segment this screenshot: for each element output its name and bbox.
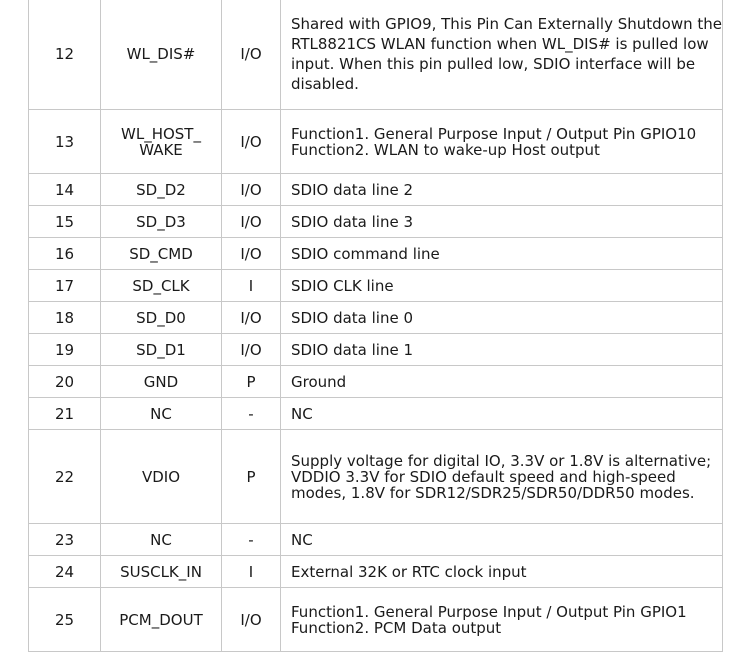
pin-description-cell — [281, 430, 723, 524]
pin-type-cell: I/O — [222, 206, 281, 238]
description-line: VDDIO 3.3V for SDIO default speed and high-speed — [291, 467, 676, 486]
pin-table-body — [29, 0, 723, 652]
pin-number-cell: 15 — [29, 206, 101, 238]
description-line: Function2. WLAN to wake-up Host output — [291, 140, 600, 159]
description-line: Ground — [291, 372, 347, 391]
description-line: SDIO data line 3 — [291, 212, 414, 231]
pin-number-cell: 25 — [29, 588, 101, 652]
pin-type-cell: I/O — [222, 588, 281, 652]
pin-description-cell — [281, 174, 723, 206]
pin-type-cell: - — [222, 524, 281, 556]
pin-type-cell: I/O — [222, 238, 281, 270]
pin-number-cell: 13 — [29, 110, 101, 174]
pin-name-cell: NC — [101, 398, 222, 430]
description-line: NC — [291, 530, 313, 549]
description-line: SDIO data line 0 — [291, 308, 414, 327]
pin-name-cell: WL_DIS# — [101, 0, 222, 110]
pin-number-cell: 22 — [29, 430, 101, 524]
pin-description-cell — [281, 556, 723, 588]
description-line: Function2. PCM Data output — [291, 618, 502, 637]
pin-number-cell: 20 — [29, 366, 101, 398]
description-line: modes, 1.8V for SDR12/SDR25/SDR50/DDR50 modes. — [291, 483, 695, 502]
description-line: Shared with GPIO9, This Pin Can Externally Shutdown the — [291, 15, 722, 33]
description-line: SDIO data line 1 — [291, 340, 414, 359]
pin-name-cell: GND — [101, 366, 222, 398]
description-line: disabled. — [291, 75, 359, 93]
pin-type-cell: I — [222, 270, 281, 302]
pin-type-cell: P — [222, 366, 281, 398]
pin-description-cell — [281, 238, 723, 270]
pin-type-cell: P — [222, 430, 281, 524]
description-line: input. When this pin pulled low, SDIO interface will be — [291, 55, 696, 73]
pin-description-cell — [281, 334, 723, 366]
description-line: RTL8821CS WLAN function when WL_DIS# is pulled low — [291, 35, 709, 53]
description-line: NC — [291, 404, 313, 423]
pin-description-cell — [281, 206, 723, 238]
pin-description-cell — [281, 366, 723, 398]
pin-description-cell — [281, 524, 723, 556]
pin-name-cell: SD_D0 — [101, 302, 222, 334]
pin-description-cell — [281, 110, 723, 174]
pin-name-cell: SUSCLK_IN — [101, 556, 222, 588]
table-row — [29, 238, 723, 270]
table-row — [29, 174, 723, 206]
pin-type-cell: I/O — [222, 0, 281, 110]
pin-type-cell: I/O — [222, 110, 281, 174]
table-row — [29, 556, 723, 588]
description-line: SDIO data line 2 — [291, 180, 414, 199]
pin-name-cell: SD_D2 — [101, 174, 222, 206]
pin-type-cell: I/O — [222, 302, 281, 334]
pin-type-cell: I/O — [222, 334, 281, 366]
description-line: Function1. General Purpose Input / Output Pin GPIO10 — [291, 124, 697, 143]
description-line: Function1. General Purpose Input / Output Pin GPIO1 — [291, 602, 687, 621]
pin-description-cell — [281, 588, 723, 652]
table-row — [29, 366, 723, 398]
pin-name-cell: WL_HOST_ WAKE — [101, 110, 222, 174]
pin-name-cell: VDIO — [101, 430, 222, 524]
pin-name-cell: SD_D1 — [101, 334, 222, 366]
table-row — [29, 524, 723, 556]
pin-description-cell — [281, 270, 723, 302]
pin-number-cell: 14 — [29, 174, 101, 206]
pin-description-cell — [281, 0, 723, 110]
pin-name-cell: PCM_DOUT — [101, 588, 222, 652]
pin-number-cell: 17 — [29, 270, 101, 302]
table-row — [29, 302, 723, 334]
pin-type-cell: I — [222, 556, 281, 588]
description-line: Supply voltage for digital IO, 3.3V or 1.8V is alternative; — [291, 451, 712, 470]
pin-number-cell: 19 — [29, 334, 101, 366]
table-row — [29, 334, 723, 366]
pin-number-cell: 16 — [29, 238, 101, 270]
description-line: External 32K or RTC clock input — [291, 562, 527, 581]
pin-number-cell: 12 — [29, 0, 101, 110]
pin-number-cell: 21 — [29, 398, 101, 430]
pin-number-cell: 23 — [29, 524, 101, 556]
table-row — [29, 430, 723, 524]
pin-type-cell: - — [222, 398, 281, 430]
pin-description-cell — [281, 398, 723, 430]
pin-name-cell: SD_CLK — [101, 270, 222, 302]
table-row — [29, 588, 723, 652]
pin-description-cell — [281, 302, 723, 334]
pin-name-cell: SD_CMD — [101, 238, 222, 270]
description-line: SDIO command line — [291, 244, 440, 263]
pin-number-cell: 24 — [29, 556, 101, 588]
pin-table — [28, 0, 723, 652]
description-line: SDIO CLK line — [291, 276, 394, 295]
pin-name-cell: SD_D3 — [101, 206, 222, 238]
pin-type-cell: I/O — [222, 174, 281, 206]
pin-number-cell: 18 — [29, 302, 101, 334]
table-row — [29, 0, 723, 110]
pin-name-cell: NC — [101, 524, 222, 556]
table-row — [29, 398, 723, 430]
table-row — [29, 206, 723, 238]
table-row — [29, 270, 723, 302]
table-row — [29, 110, 723, 174]
